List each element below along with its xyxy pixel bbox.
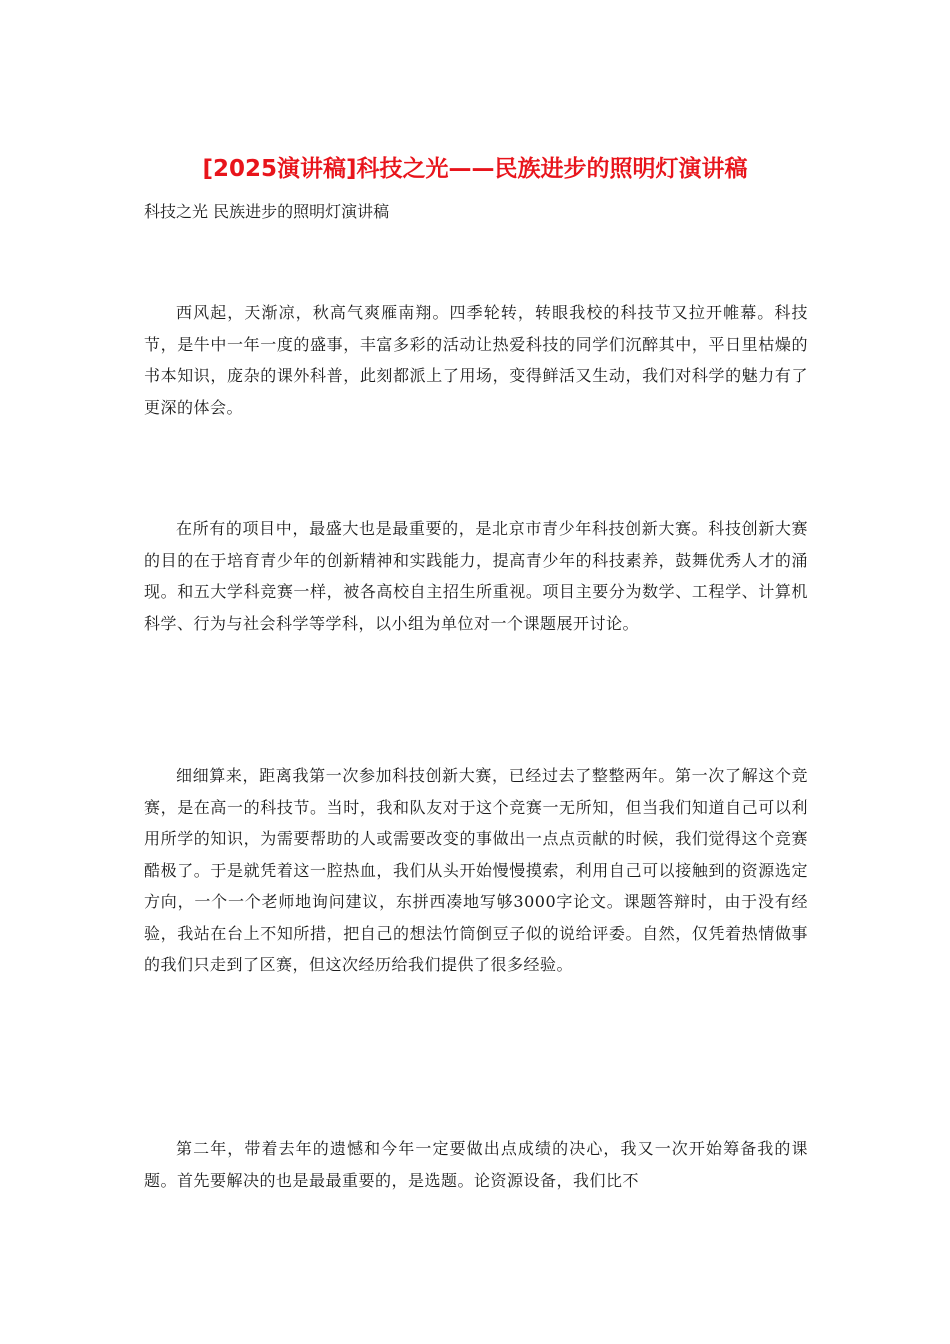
paragraph-2: 在所有的项目中，最盛大也是最重要的，是北京市青少年科技创新大赛。科技创新大赛的目的在于培育青少年的创新精神和实践能力，提高青少年的科技素养，鼓舞优秀人才的涌现。和五大学科竞赛一样，被各高校自主招生所重视。项目主要分为数学、工程学、计算机科学、行为与社会科学等学科，以小组为单位对一个课题展开讨论。	[144, 519, 808, 633]
paragraph-3: 细细算来，距离我第一次参加科技创新大赛，已经过去了整整两年。第一次了解这个竞赛，是在高一的科技节。当时，我和队友对于这个竞赛一无所知，但当我们知道自己可以利用所学的知识，为需要帮助的人或需要改变的事做出一点点贡献的时候，我们觉得这个竞赛酷极了。于是就凭着这一腔热血，我们从头开始慢慢摸索，利用自己可以接触到的资源选定方向，一个一个老师地询问建议，东拼西凑地写够3000字论文。课题答辩时，由于没有经验，我站在台上不知所措，把自己的想法竹筒倒豆子似的说给评委。自然，仅凭着热情做事的我们只走到了区赛，但这次经历给我们提供了很多经验。	[144, 766, 808, 974]
document-title: [2025演讲稿]科技之光——民族进步的照明灯演讲稿	[202, 156, 748, 182]
paragraph-1: 西风起，天渐凉，秋高气爽雁南翔。四季轮转，转眼我校的科技节又拉开帷幕。科技节，是牛中一年一度的盛事，丰富多彩的活动让热爱科技的同学们沉醉其中，平日里枯燥的书本知识，庞杂的课外科普，此刻都派上了用场，变得鲜活又生动，我们对科学的魅力有了更深的体会。	[144, 303, 808, 417]
document-subtitle: 科技之光 民族进步的照明灯演讲稿	[144, 202, 390, 221]
paragraph-4: 第二年，带着去年的遗憾和今年一定要做出点成绩的决心，我又一次开始筹备我的课题。首先要解决的也是最最重要的，是选题。论资源设备，我们比不	[144, 1139, 808, 1190]
